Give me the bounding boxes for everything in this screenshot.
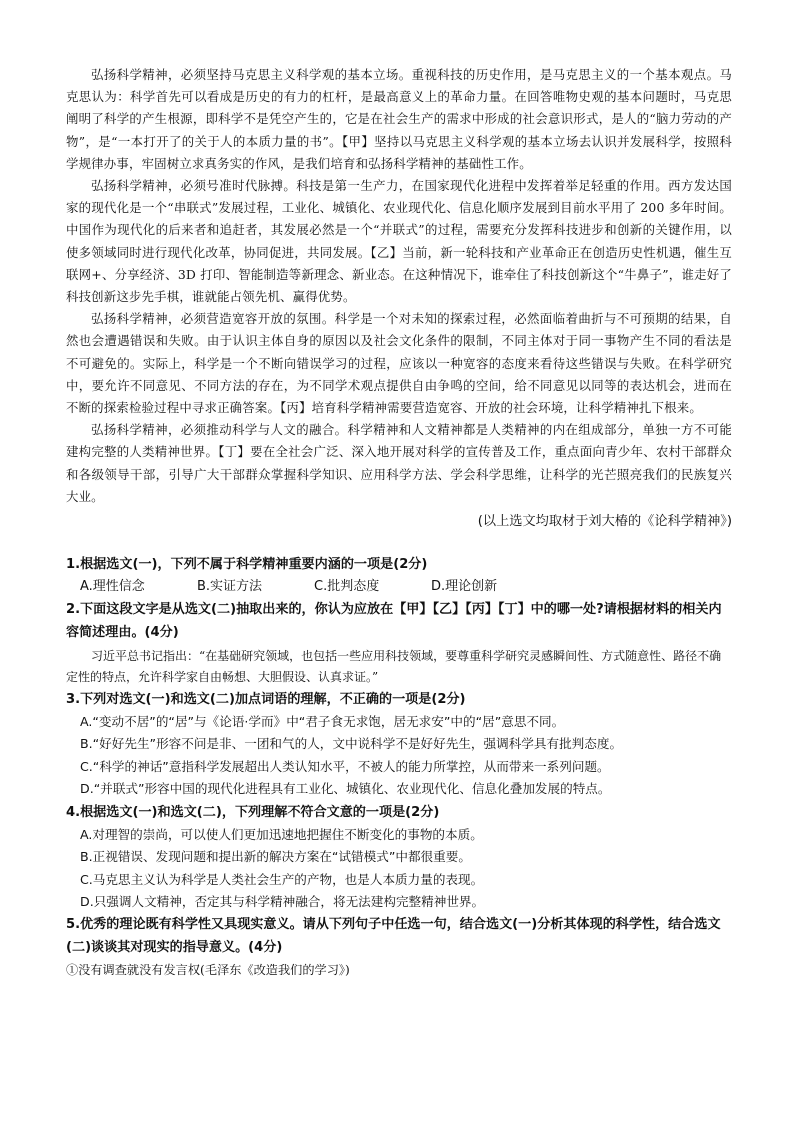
question-4-option-d: D.只强调人文精神，否定其与科学精神融合，将无法建构完整精神世界。 <box>80 893 485 909</box>
question-1-option-b: B.实证方法 <box>197 579 263 595</box>
question-3-option-d: D.“并联式”形容中国的现代化进程具有工业化、城镇化、农业现代化、信息化叠加发展的特点。 <box>80 781 611 797</box>
question-3-option-c: C.“科学的神话”意指科学发展超出人类认知水平，不被人的能力所掌控，从而带来一系列问题。 <box>80 758 610 774</box>
question-1-option-d: D.理论创新 <box>431 579 498 595</box>
question-2-quote: 习近平总书记指出：“在基础研究领域，也包括一些应用科技领域，要尊重科学研究灵感瞬间性、方式随意性、路径不确定性的特点，允许科学家自由畅想、大胆假设、认真求证。” <box>66 649 722 685</box>
article-body <box>66 64 732 508</box>
article-paragraph-2: 弘扬科学精神，必须号准时代脉搏。科技是第一生产力，在国家现代化进程中发挥着举足轻重的作用。西方发达国家的现代化是一个“串联式”发展过程，工业化、城镇化、农业现代化、信息化顺序发展到目前水平用了 200 多年时间。中国作为现代化的后来者和追赶者，其发展必然是一个“并联式”的过程，需要充分发挥科技进步和创新的关键作用，以使多领域同时进行现代化改革，协同促进，共同发展。【乙】当前，新一轮科技和产业革命正在创造历史性机遇，催生互联网+、分享经济、3D 打印、智能制造等新理念、新业态。在这种情况下，谁牵住了科技创新这个“牛鼻子”，谁走好了科技创新这步先手棋，谁就能占领先机、赢得优势。 <box>66 178 732 305</box>
article-paragraph-4: 弘扬科学精神，必须推动科学与人文的融合。科学精神和人文精神都是人类精神的内在组成部分，单独一方不可能建构完整的人类精神世界。【丁】要在全社会广泛、深入地开展对科学的宣传普及工作，重点面向青少年、农村干部群众和各级领导干部，引导广大干部群众掌握科学知识、应用科学方法、学会科学思维，让科学的光芒照亮我们的民族复兴大业。 <box>66 422 732 504</box>
article-paragraph-3: 弘扬科学精神，必须营造宽容开放的氛围。科学是一个对未知的探索过程，必然面临着曲折与不可预期的结果，自然也会遭遇错误和失败。由于认识主体自身的原因以及社会文化条件的限制，不同主体对于同一事物产生不同的看法是不可避免的。实际上，科学是一个不断向错误学习的过程，应该以一种宽容的态度来看待这些错误与失败。在科学研究中，要允许不同意见、不同方法的存在，为不同学术观点提供自由争鸣的空间，给不同意见以同等的表达机会，进而在不断的探索检验过程中寻求正确答案。【丙】培育科学精神需要营造宽容、开放的社会环境，让科学精神扎下根来。 <box>66 311 732 416</box>
question-1-option-c: C.批判态度 <box>314 579 380 595</box>
question-3-option-a: A.“变动不居”的“居”与《论语·学而》中“君子食无求饱，居无求安”中的“居”意思不同。 <box>80 714 565 730</box>
article-paragraph-1: 弘扬科学精神，必须坚持马克思主义科学观的基本立场。重视科技的历史作用，是马克思主义的一个基本观点。马克思认为：科学首先可以看成是历史的有力的杠杆，是最高意义上的革命力量。在回答唯物史观的基本问题时，马克思阐明了科学的产生根源，即科学不是凭空产生的，它是在社会生产的需求中形成的社会意识形式，是人的“脑力劳动的产物”，是“一本打开了的关于人的本质力量的书”。【甲】坚持以马克思主义科学观的基本立场去认识并发展科学，按照科学规律办事，牢固树立求真务实的作风，是我们培育和弘扬科学精神的基础性工作。 <box>66 67 732 171</box>
question-3-option-b: B.“好好先生”形容不问是非、一团和气的人，文中说科学不是好好先生，强调科学具有批判态度。 <box>80 736 623 752</box>
question-5-stem: 5.优秀的理论既有科学性又具现实意义。请从下列句子中任选一句，结合选文(一)分析其体现的科学性，结合选文(二)谈谈其对现实的指导意义。(4分) <box>66 917 721 956</box>
article-source: (以上选文均取材于刘大椿的《论科学精神》) <box>477 514 732 530</box>
questions-section <box>66 553 732 981</box>
question-1-option-a: A.理性信念 <box>80 579 145 595</box>
question-3-stem: 3.下列对选文(一)和选文(二)加点词语的理解，不正确的一项是(2分) <box>66 692 466 708</box>
question-4-option-b: B.正视错误、发现问题和提出新的解决方案在“试错模式”中都很重要。 <box>80 849 471 865</box>
question-4-stem: 4.根据选文(一)和选文(二)，下列理解不符合文意的一项是(2分) <box>66 804 440 820</box>
document-page <box>66 64 732 981</box>
question-1-stem: 1.根据选文(一)，下列不属于科学精神重要内涵的一项是(2分) <box>66 557 428 573</box>
question-1-options <box>80 576 732 598</box>
question-5-item-1: ①没有调查就没有发言权(毛泽东《改造我们的学习》) <box>66 963 350 978</box>
question-4-option-c: C.马克思主义认为科学是人类社会生产的产物，也是人本质力量的表现。 <box>80 871 484 887</box>
question-2-stem: 2.下面这段文字是从选文(二)抽取出来的，你认为应放在【甲】【乙】【丙】【丁】中的哪一处?请根据材料的相关内容简述理由。(4分) <box>66 602 722 641</box>
question-4-option-a: A.对理智的崇尚，可以使人们更加迅速地把握住不断变化的事物的本质。 <box>80 826 483 842</box>
